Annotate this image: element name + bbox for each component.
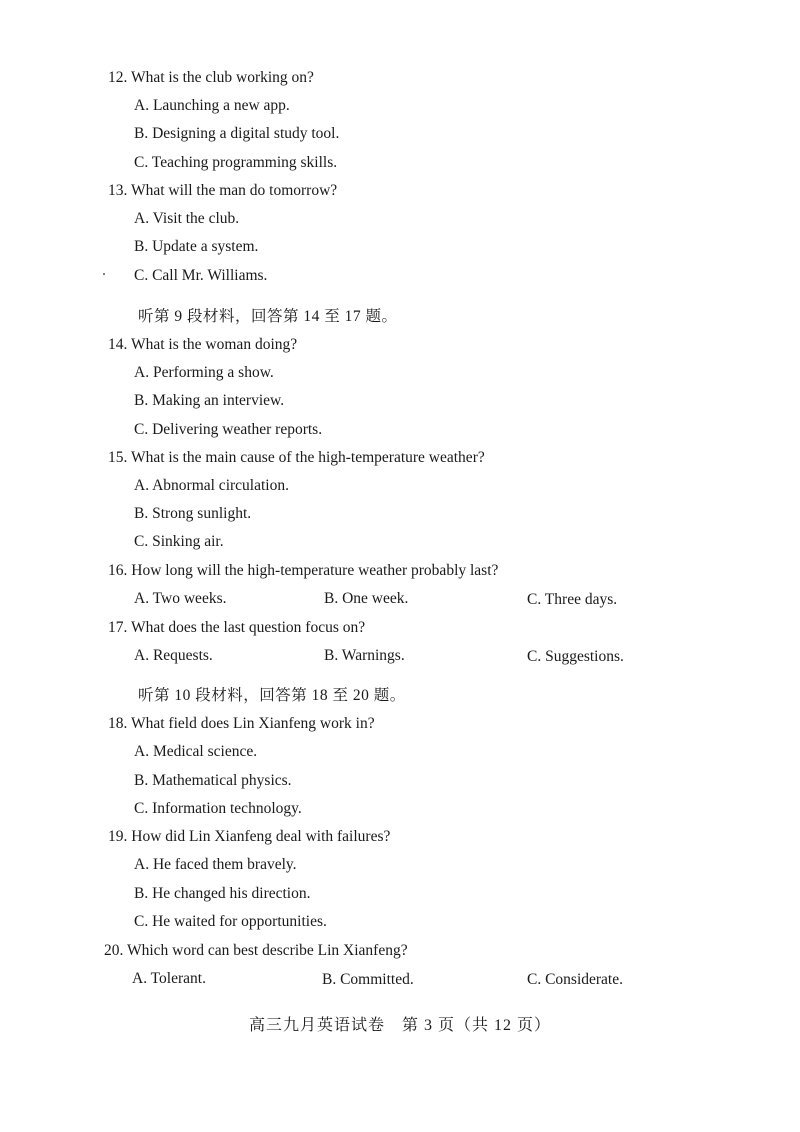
- question-16-option-c: C. Three days.: [527, 591, 618, 608]
- section-9-instruction: 听第 9 段材料，回答第 14 至 17 题。: [138, 308, 398, 325]
- question-14-option-b: B. Making an interview.: [134, 392, 285, 409]
- question-18-stem: 18. What field does Lin Xianfeng work in?: [108, 715, 375, 732]
- question-19-option-a: A. He faced them bravely.: [134, 856, 297, 873]
- question-13-option-c: C. Call Mr. Williams.: [134, 267, 268, 284]
- question-19-option-b: B. He changed his direction.: [134, 885, 311, 902]
- question-16-stem: 16. How long will the high-temperature weather probably last?: [108, 562, 499, 579]
- question-13-option-b: B. Update a system.: [134, 238, 259, 255]
- question-18-option-a: A. Medical science.: [134, 743, 258, 760]
- question-12-option-b: B. Designing a digital study tool.: [134, 125, 340, 142]
- page-footer: 高三九月英语试卷 第 3 页（共 12 页）: [248, 1017, 551, 1034]
- question-20-stem: 20. Which word can best describe Lin Xianfeng?: [104, 942, 408, 959]
- question-14-option-c: C. Delivering weather reports.: [134, 421, 323, 438]
- question-16-option-a: A. Two weeks.: [134, 590, 227, 607]
- question-17-option-a: A. Requests.: [134, 647, 213, 664]
- question-12-stem: 12. What is the club working on?: [108, 69, 314, 86]
- question-17-option-c: C. Suggestions.: [527, 648, 624, 665]
- question-17-stem: 17. What does the last question focus on?: [108, 619, 366, 636]
- question-12-option-a: A. Launching a new app.: [134, 97, 290, 114]
- question-15-option-a: A. Abnormal circulation.: [134, 477, 289, 494]
- question-12-option-c: C. Teaching programming skills.: [134, 154, 338, 171]
- question-15-stem: 15. What is the main cause of the high-temperature weather?: [108, 449, 485, 466]
- question-19-option-c: C. He waited for opportunities.: [134, 913, 327, 930]
- question-13-stem: 13. What will the man do tomorrow?: [108, 182, 338, 199]
- question-14-stem: 14. What is the woman doing?: [108, 336, 298, 353]
- question-18-option-c: C. Information technology.: [134, 800, 302, 817]
- question-16-option-b: B. One week.: [324, 590, 409, 607]
- question-15-option-b: B. Strong sunlight.: [134, 505, 252, 522]
- question-18-option-b: B. Mathematical physics.: [134, 772, 292, 789]
- question-20-option-b: B. Committed.: [322, 971, 414, 988]
- question-14-option-a: A. Performing a show.: [134, 364, 274, 381]
- question-19-stem: 19. How did Lin Xianfeng deal with failures?: [108, 828, 391, 845]
- scan-speck: [103, 273, 105, 275]
- question-15-option-c: C. Sinking air.: [134, 533, 224, 550]
- question-17-option-b: B. Warnings.: [324, 647, 405, 664]
- question-13-option-a: A. Visit the club.: [134, 210, 240, 227]
- section-10-instruction: 听第 10 段材料，回答第 18 至 20 题。: [138, 687, 406, 704]
- question-20-option-a: A. Tolerant.: [132, 970, 206, 987]
- question-20-option-c: C. Considerate.: [527, 971, 623, 988]
